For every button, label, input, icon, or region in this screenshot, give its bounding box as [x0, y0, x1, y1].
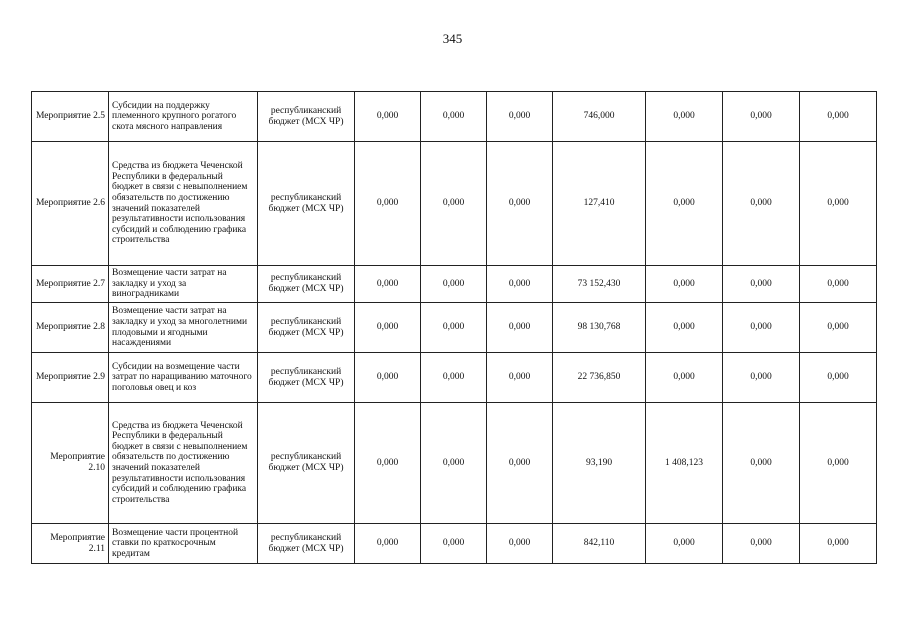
amount-cell: 93,190 [553, 403, 646, 524]
amount-cell: 22 736,850 [553, 353, 646, 403]
amount-cell: 0,000 [723, 353, 800, 403]
amount-cell: 0,000 [421, 524, 487, 564]
amount-cell: 0,000 [800, 266, 877, 303]
table-row [32, 92, 877, 142]
event-cell: Мероприятие 2.11 [32, 524, 109, 564]
amount-cell: 127,410 [553, 142, 646, 266]
event-cell: Мероприятие 2.5 [32, 92, 109, 142]
amount-cell: 0,000 [723, 266, 800, 303]
table-row [32, 353, 877, 403]
amount-cell: 0,000 [723, 92, 800, 142]
amount-cell: 0,000 [487, 524, 553, 564]
description-cell: Субсидии на поддержку племенного крупного рогатого скота мясного направления [109, 92, 258, 142]
source-cell: республиканский бюджет (МСХ ЧР) [258, 353, 355, 403]
event-cell: Мероприятие 2.9 [32, 353, 109, 403]
amount-cell: 0,000 [355, 524, 421, 564]
amount-cell: 0,000 [355, 353, 421, 403]
amount-cell: 0,000 [800, 524, 877, 564]
amount-cell: 0,000 [421, 142, 487, 266]
source-cell: республиканский бюджет (МСХ ЧР) [258, 524, 355, 564]
event-cell: Мероприятие 2.10 [32, 403, 109, 524]
amount-cell: 0,000 [723, 142, 800, 266]
amount-cell: 0,000 [355, 403, 421, 524]
table-row [32, 266, 877, 303]
budget-table-body [32, 92, 877, 564]
description-cell: Возмещение части процентной ставки по краткосрочным кредитам [109, 524, 258, 564]
amount-cell: 0,000 [800, 303, 877, 353]
page-number: 345 [442, 31, 463, 46]
description-cell: Средства из бюджета Чеченской Республики в федеральный бюджет в связи с невыполнением обязательств по достижению значений показателей результативности использования субсидий и соблюдению графика строительства [109, 142, 258, 266]
amount-cell: 0,000 [487, 142, 553, 266]
amount-cell: 0,000 [646, 142, 723, 266]
event-cell: Мероприятие 2.7 [32, 266, 109, 303]
amount-cell: 98 130,768 [553, 303, 646, 353]
description-cell: Возмещение части затрат на закладку и уход за виноградниками [109, 266, 258, 303]
amount-cell: 0,000 [487, 403, 553, 524]
amount-cell: 1 408,123 [646, 403, 723, 524]
event-cell: Мероприятие 2.8 [32, 303, 109, 353]
amount-cell: 0,000 [421, 303, 487, 353]
amount-cell: 0,000 [646, 303, 723, 353]
description-cell: Возмещение части затрат на закладку и уход за многолетними плодовыми и ягодными насаждениями [109, 303, 258, 353]
table-row [32, 524, 877, 564]
amount-cell: 0,000 [723, 303, 800, 353]
amount-cell: 0,000 [646, 266, 723, 303]
description-cell: Средства из бюджета Чеченской Республики в федеральный бюджет в связи с невыполнением обязательств по достижению значений показателей результативности использования субсидий и соблюдению графика строительства [109, 403, 258, 524]
source-cell: республиканский бюджет (МСХ ЧР) [258, 92, 355, 142]
amount-cell: 0,000 [421, 403, 487, 524]
amount-cell: 0,000 [355, 92, 421, 142]
amount-cell: 0,000 [487, 92, 553, 142]
amount-cell: 0,000 [421, 353, 487, 403]
source-cell: республиканский бюджет (МСХ ЧР) [258, 303, 355, 353]
amount-cell: 0,000 [800, 353, 877, 403]
amount-cell: 842,110 [553, 524, 646, 564]
amount-cell: 0,000 [800, 403, 877, 524]
amount-cell: 0,000 [646, 353, 723, 403]
source-cell: республиканский бюджет (МСХ ЧР) [258, 142, 355, 266]
amount-cell: 0,000 [421, 266, 487, 303]
amount-cell: 0,000 [800, 92, 877, 142]
amount-cell: 0,000 [487, 266, 553, 303]
amount-cell: 0,000 [421, 92, 487, 142]
source-cell: республиканский бюджет (МСХ ЧР) [258, 266, 355, 303]
amount-cell: 0,000 [723, 403, 800, 524]
amount-cell: 0,000 [646, 92, 723, 142]
budget-table [31, 91, 877, 564]
source-cell: республиканский бюджет (МСХ ЧР) [258, 403, 355, 524]
amount-cell: 73 152,430 [553, 266, 646, 303]
description-cell: Субсидии на возмещение части затрат по наращиванию маточного поголовья овец и коз [109, 353, 258, 403]
amount-cell: 0,000 [487, 303, 553, 353]
amount-cell: 0,000 [355, 303, 421, 353]
amount-cell: 0,000 [355, 266, 421, 303]
amount-cell: 0,000 [800, 142, 877, 266]
table-row [32, 303, 877, 353]
table-row [32, 142, 877, 266]
amount-cell: 0,000 [355, 142, 421, 266]
table-row [32, 403, 877, 524]
event-cell: Мероприятие 2.6 [32, 142, 109, 266]
amount-cell: 0,000 [646, 524, 723, 564]
amount-cell: 0,000 [723, 524, 800, 564]
amount-cell: 0,000 [487, 353, 553, 403]
amount-cell: 746,000 [553, 92, 646, 142]
